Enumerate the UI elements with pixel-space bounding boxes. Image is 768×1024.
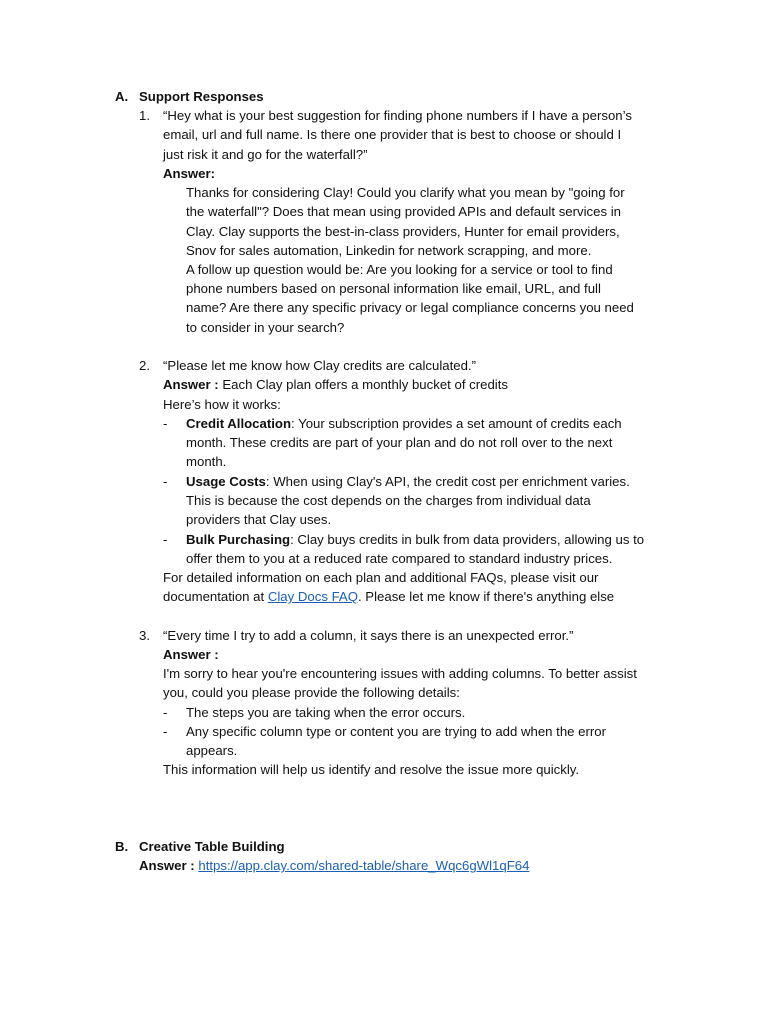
q2-number: 2. [139, 358, 150, 373]
q2-bullet-usage-costs [186, 472, 630, 491]
section-b-title: Creative Table Building [139, 839, 285, 854]
q1-answer-line: A follow up question would be: Are you looking for a service or tool to find [186, 262, 613, 277]
shared-table-link[interactable]: https://app.clay.com/shared-table/share_Wqc6gWl1qF64 [198, 858, 530, 873]
q2-closing-line: For detailed information on each plan and additional FAQs, please visit our [163, 570, 599, 585]
q3-bullet-line: The steps you are taking when the error occurs. [186, 705, 466, 720]
q1-answer-line: Thanks for considering Clay! Could you clarify what you mean by "going for [186, 185, 625, 200]
bullet-dash: - [163, 416, 168, 431]
q3-answer-line: you, could you please provide the following details: [163, 685, 460, 700]
section-a-title: Support Responses [139, 89, 264, 104]
section-b-marker: B. [115, 839, 129, 854]
section-a-marker: A. [115, 89, 129, 104]
q2-answer-text: Each Clay plan offers a monthly bucket of credits [218, 377, 508, 392]
bullet-text: : Clay buys credits in bulk from data providers, allowing us to [290, 532, 645, 547]
bullet-term: Usage Costs [186, 474, 266, 489]
bullet-text-line: month. These credits are part of your plan and do not roll over to the next [186, 435, 613, 450]
bullet-dash: - [163, 474, 168, 489]
bullet-text-line: offer them to you at a reduced rate compared to standard industry prices. [186, 551, 613, 566]
q1-answer-line: the waterfall"? Does that mean using provided APIs and default services in [186, 204, 621, 219]
clay-docs-faq-link[interactable]: Clay Docs FAQ [267, 589, 358, 604]
bullet-text-line: This is because the cost depends on the charges from individual data [186, 493, 591, 508]
q3-bullet-line: Any specific column type or content you are trying to add when the error [186, 724, 607, 739]
q3-question: “Every time I try to add a column, it says there is an unexpected error.” [163, 628, 574, 643]
q3-number: 3. [139, 628, 150, 643]
q1-answer-line: name? Are there any specific privacy or legal compliance concerns you need [186, 300, 634, 315]
bullet-dash: - [163, 724, 168, 739]
q1-answer-label: Answer: [163, 166, 216, 181]
q2-answer-line [163, 375, 508, 394]
q2-question: “Please let me know how Clay credits are calculated.” [163, 358, 476, 373]
q2-bullet-credit-allocation [186, 414, 622, 433]
bullet-text: : Your subscription provides a set amount of credits each [291, 416, 622, 431]
q2-closing-line [163, 587, 614, 606]
q2-bullet-bulk-purchasing [186, 530, 644, 549]
q1-question-line: “Hey what is your best suggestion for finding phone numbers if I have a person’s [163, 108, 632, 123]
section-b-answer [139, 856, 529, 875]
q1-question-line: just risk it and go for the waterfall?” [163, 147, 368, 162]
q3-answer-label: Answer : [163, 647, 219, 662]
q1-number: 1. [139, 108, 150, 123]
q2-answer-label: Answer : [163, 377, 219, 392]
q1-answer-line: Clay. Clay supports the best-in-class providers, Hunter for email providers, [186, 224, 620, 239]
q1-answer-line: to consider in your search? [186, 320, 345, 335]
closing-text: documentation at [163, 589, 268, 604]
bullet-text: : When using Clay's API, the credit cost per enrichment varies. [265, 474, 630, 489]
q1-question-line: email, url and full name. Is there one provider that is best to choose or should I [163, 127, 622, 142]
closing-text: . Please let me know if there's anything else [357, 589, 615, 604]
bullet-term: Credit Allocation [186, 416, 292, 431]
q1-answer-line: Snov for sales automation, Linkedin for network scrapping, and more. [186, 243, 592, 258]
bullet-dash: - [163, 705, 168, 720]
q3-closing: This information will help us identify and resolve the issue more quickly. [163, 762, 580, 777]
q2-intro: Here’s how it works: [163, 397, 281, 412]
q1-answer-line: phone numbers based on personal information like email, URL, and full [186, 281, 601, 296]
q3-bullet-line: appears. [186, 743, 238, 758]
bullet-dash: - [163, 532, 168, 547]
bullet-term: Bulk Purchasing [186, 532, 291, 547]
section-b-answer-label: Answer : [139, 858, 199, 873]
bullet-text-line: providers that Clay uses. [186, 512, 332, 527]
bullet-text-line: month. [186, 454, 227, 469]
q3-answer-line: I'm sorry to hear you're encountering issues with adding columns. To better assist [163, 666, 637, 681]
